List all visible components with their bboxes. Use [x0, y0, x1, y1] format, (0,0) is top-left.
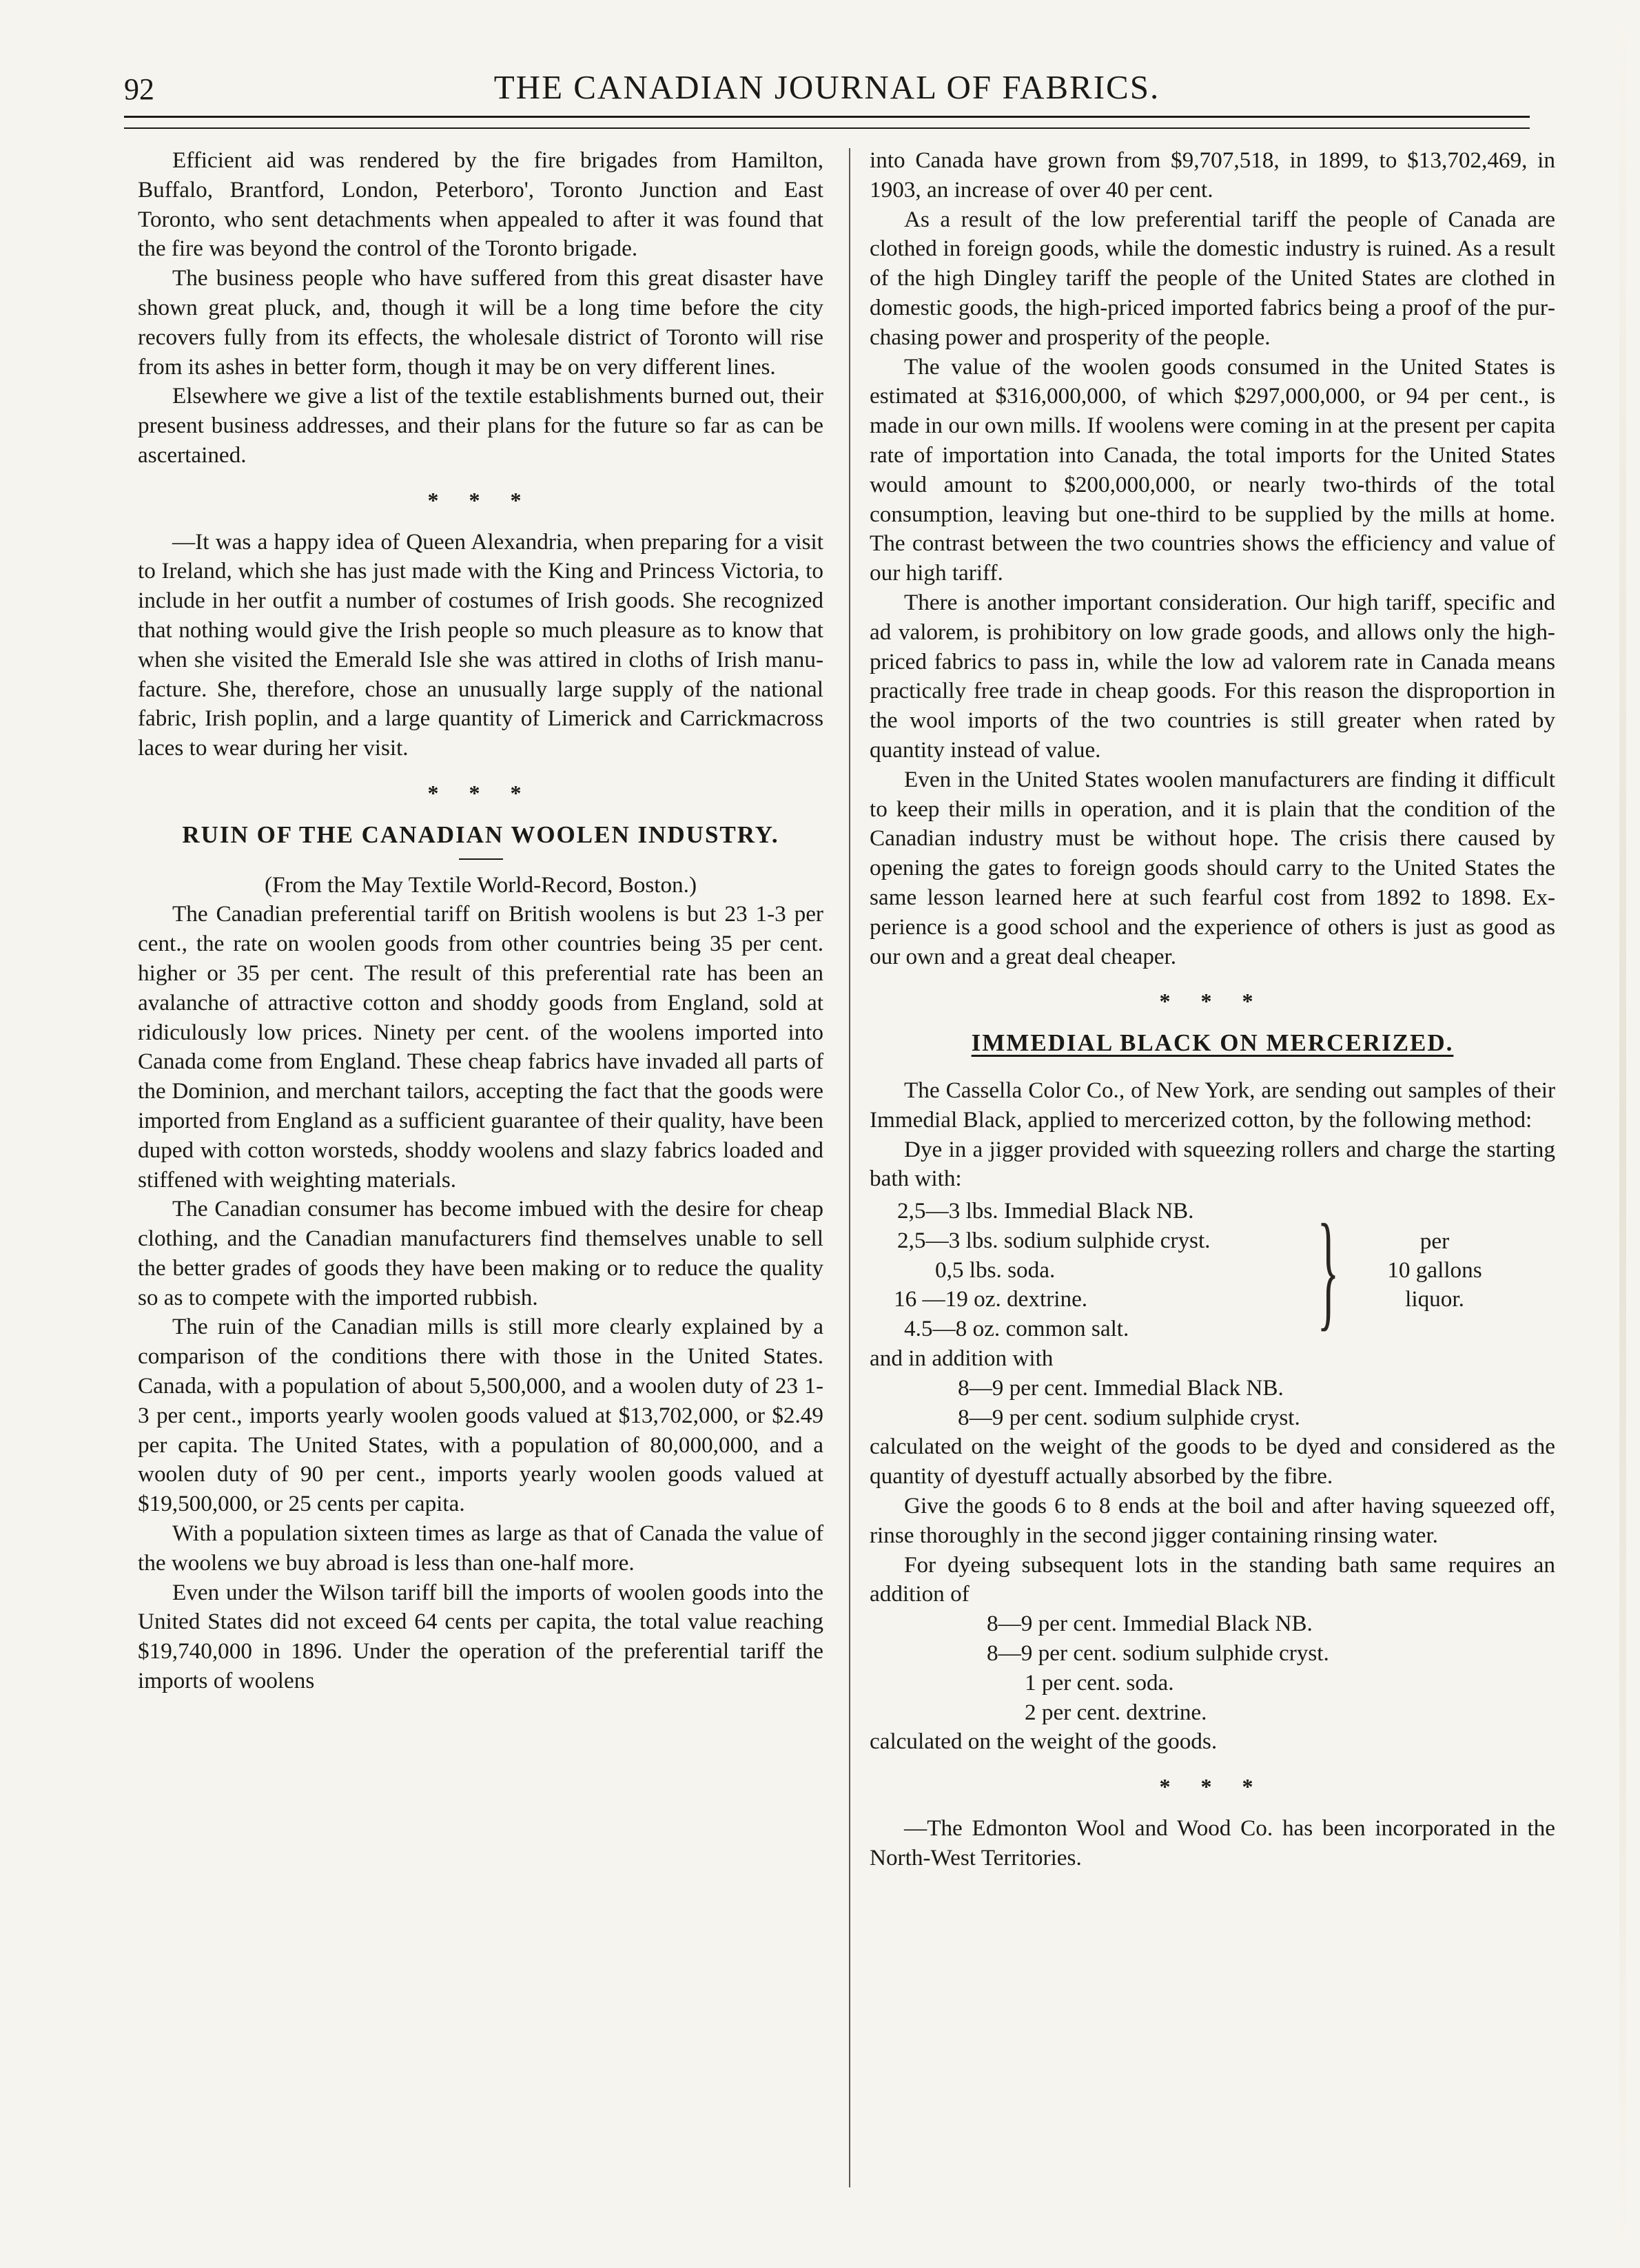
recipe-line: 8—9 per cent. Immedial Black NB.	[958, 1374, 1284, 1401]
section-separator: * * *	[1159, 989, 1266, 1014]
ruin-paragraph: The Canadian consumer has become imbued with the desire for cheap clothing, and the Canadian manufacturers find themselves unable to sell the better grades of goods they have been making or to reduce the quality so as to compete with the imported rubbish.	[138, 1196, 823, 1310]
right-column	[870, 146, 1555, 1873]
queen-alexandria-paragraph: —It was a happy idea of Queen Alexandria, when preparing for a visit to Ireland, which she has just made with the King and Princess Victoria, to include in her outfit a number of costumes of Irish goods. She recognized that nothing would give the Irish people so much pleasure as to know that when she visited the Emerald Isle she was attired in cloths of Irish manufacture. She, therefore, chose an unusually large supply of the national fabric, Irish poplin, and a large quantity of Limerick and Carrickmacross laces to wear during her visit.	[138, 528, 823, 761]
recipe-line: 2,5—3 lbs. Immedial Black NB.	[897, 1198, 1194, 1224]
recipe-addition-label: and in addition with	[870, 1346, 1054, 1372]
page-number: 92	[124, 72, 154, 106]
recipe-line: 4.5—8 oz. common salt.	[904, 1316, 1129, 1342]
ruin-paragraph: Even under the Wilson tariff bill the imports of woolen goods into the United States did not exceed 64 cents per capita, the total value reaching $19,740,000 in 1896. Under the operation of the preferential tariff the imports of woolens	[138, 1579, 823, 1694]
section-separator: * * *	[427, 487, 534, 513]
ruin-continued-paragraph: There is another important consideration. Our high tariff, specific and ad valorem, is prohibitory on low grade goods, and allows only the high-priced fabrics to pass in, while the low ad valorem rate in Canada means practically free trade in cheap goods. For this reason the disproportion in the wool imports of the two countries is still greater when rated by quantity instead of value.	[870, 589, 1555, 763]
immedial-paragraph: Give the goods 6 to 8 ends at the boil and after having squeezed off, rinse thoroughly in the second jigger containing rinsing water.	[870, 1493, 1555, 1548]
addition-recipe	[870, 1374, 1555, 1433]
recipe-line: 8—9 per cent. Immedial Black NB.	[987, 1611, 1313, 1637]
brace-glyph: }	[1317, 1198, 1340, 1343]
column-divider	[849, 148, 850, 2187]
section-separator: * * *	[427, 780, 534, 805]
heading-rule	[459, 858, 503, 860]
page-edge	[1619, 0, 1626, 2268]
section-separator: * * *	[1159, 1774, 1266, 1800]
recipe-line: 1 per cent. soda.	[1025, 1669, 1174, 1695]
fire-paragraph: Elsewhere we give a list of the textile establishments burned out, their present business addresses, and their plans for the future so far as can be ascertained.	[138, 383, 823, 468]
ruin-paragraph: The ruin of the Canadian mills is still more clearly explained by a comparison of the conditions there with those in the United States. Canada, with a population of about 5,500,000, and a woolen duty of 23 1-3 per cent., imports yearly woolen goods valued at $13,702,000, or $2.49 per capita. The United States, with a population of 80,000,000, and a woolen duty of 90 per cent., imports yearly woolen goods valued at $19,500,000, or 25 cents per capita.	[138, 1314, 823, 1517]
ruin-article-byline: (From the May Textile World-Record, Boston.)	[264, 872, 697, 898]
recipe-line: 8—9 per cent. sodium sulphide cryst.	[987, 1640, 1329, 1667]
immedial-paragraph: For dyeing subsequent lots in the standing bath same requires an addition of	[870, 1551, 1555, 1607]
ruin-article-heading: RUIN OF THE CANADIAN WOOLEN INDUSTRY.	[182, 821, 779, 848]
standing-bath-recipe	[870, 1609, 1555, 1727]
recipe-line: 2 per cent. dextrine.	[1025, 1699, 1207, 1725]
starting-bath-recipe	[877, 1197, 1555, 1344]
fire-paragraph: The business people who have suffered from this great disaster have shown great pluck, and, though it will be a long time before the city recovers fully from its effects, the wholesale district of Toronto will rise from its ashes in better form, though it may be on very different lines.	[138, 265, 823, 380]
header-rule	[124, 116, 1530, 129]
immedial-paragraph: Dye in a jigger provided with squeezing rollers and charge the starting bath with:	[870, 1136, 1555, 1192]
recipe-line: 2,5—3 lbs. sodium sulphide cryst.	[897, 1227, 1211, 1253]
edmonton-paragraph: —The Edmonton Wool and Wood Co. has been incorporated in the North-West Territories.	[870, 1815, 1555, 1870]
ruin-paragraph: The Canadian preferential tariff on British woolens is but 23 1-3 per cent., the rate on woolen goods from other countries being 35 per cent. higher or 35 per cent. The result of this preferential rate has been an avalanche of attractive cotton and shoddy goods from England, sold at ridiculously low prices. Ninety per cent. of the woolens imported into Canada come from England. These cheap fabrics have invaded all parts of the Dominion, and merchant tailors, accepting the fact that the goods were imported from England as a sufficient guarantee of their quality, have been duped with cotton worsteds, shoddy woolens and slazy fabrics loaded and stiffened with weighting materials.	[138, 901, 823, 1193]
recipe-line: 0,5 lbs. soda.	[935, 1257, 1056, 1283]
immedial-paragraph: The Cassella Color Co., of New York, are sending out samples of their Immedial Black, applied to mercerized cotton, by the following method:	[870, 1077, 1555, 1133]
ruin-paragraph: With a population sixteen times as large as that of Canada the value of the woolens we buy abroad is less than one-half more.	[138, 1520, 823, 1576]
immedial-paragraph: calculated on the weight of the goods.	[870, 1729, 1218, 1755]
recipe-unit: per 10 gallons liquor.	[1387, 1228, 1482, 1312]
journal-title: THE CANADIAN JOURNAL OF FABRICS.	[493, 68, 1160, 106]
ruin-continued-paragraph: As a result of the low preferential tariff the people of Canada are clothed in foreign goods, while the domestic industry is ruined. As a result of the high Dingley tariff the people of the United States are clothed in domestic goods, the high-priced imported fabrics being a proof of the purchasing power and prosperity of the people.	[870, 206, 1555, 350]
left-column	[138, 146, 823, 1696]
fire-paragraph: Efficient aid was rendered by the fire brigades from Hamilton, Buffalo, Brantford, London, Peterboro', Toronto Junction and East Toronto, who sent detachments when appealed to after it was found that the fire was beyond the control of the Toronto brigade.	[138, 147, 823, 262]
recipe-line: 8—9 per cent. sodium sulphide cryst.	[958, 1404, 1300, 1430]
recipe-line: 16 —19 oz. dextrine.	[894, 1286, 1088, 1312]
immedial-paragraph: calculated on the weight of the goods to be dyed and considered as the quantity of dyestuff actually absorbed by the fibre.	[870, 1434, 1555, 1489]
page-header	[124, 68, 1530, 123]
ruin-continued-paragraph: into Canada have grown from $9,707,518, in 1899, to $13,702,469, in 1903, an increase of over 40 per cent.	[870, 147, 1555, 203]
ruin-continued-paragraph: Even in the United States woolen manufacturers are finding it difficult to keep their mills in operation, and it is plain that the condition of the Canadian industry must be without hope. The crisis there caused by opening the gates to foreign goods should carry to the United States the same lesson learned here at such fearful cost from 1892 to 1898. Experience is a good school and the experience of others is just as good as our own and a great deal cheaper.	[870, 766, 1555, 969]
immedial-article-heading: IMMEDIAL BLACK ON MERCERIZED.	[971, 1029, 1454, 1057]
ruin-continued-paragraph: The value of the woolen goods consumed in the United States is estimated at $316,000,000, of which $297,000,000, or 94 per cent., is made in our own mills. If woolens were coming in at the present per capita rate of importation into Canada, the total imports for the United States would amount to $200,000,000, or nearly two-thirds of the total consumption, leaving but one-third to be supplied by the mills at home. The contrast between the two countries shows the efficiency and value of our high tariff.	[870, 353, 1555, 586]
